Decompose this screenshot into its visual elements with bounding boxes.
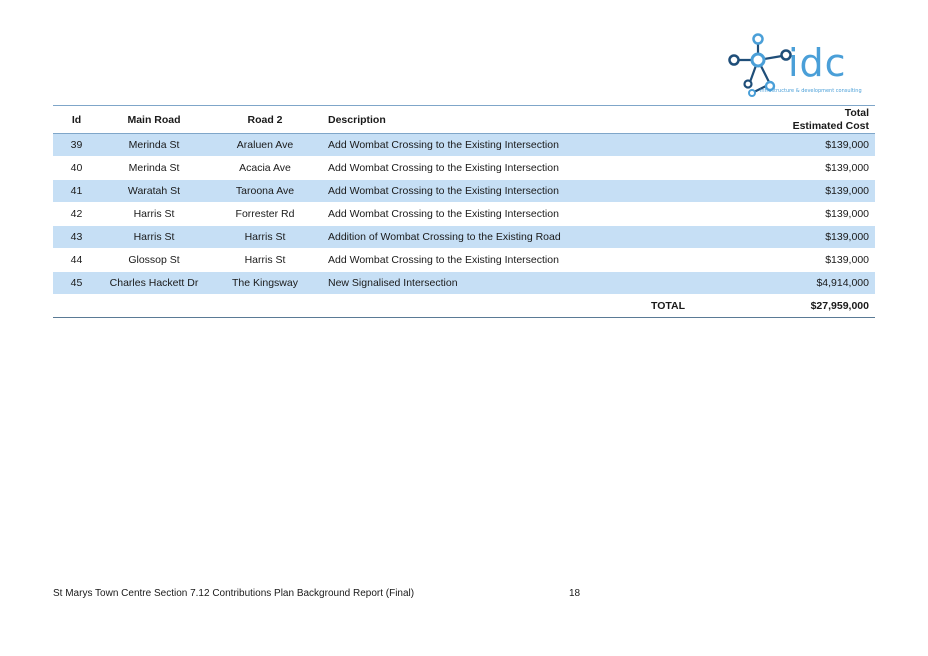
cell-main-road: Waratah St	[127, 185, 181, 197]
cell-gap	[645, 272, 691, 295]
cell-description: Add Wombat Crossing to the Existing Intersection	[328, 185, 559, 197]
table-row	[53, 134, 875, 157]
cell-description: Add Wombat Crossing to the Existing Intersection	[328, 162, 559, 174]
cell-id: 39	[70, 139, 83, 151]
cell-road2: The Kingsway	[232, 277, 298, 289]
logo-tagline: infrastructure & development consulting	[760, 88, 862, 94]
cost-estimate-table	[53, 105, 875, 318]
cell-id: 40	[70, 162, 83, 174]
header-gap	[645, 106, 691, 134]
cell-description: Add Wombat Crossing to the Existing Intersection	[328, 139, 559, 151]
cell-cost: $139,000	[825, 208, 869, 220]
header-cost-line2: Estimated Cost	[792, 119, 869, 132]
cell-gap	[645, 157, 691, 180]
cell-description: New Signalised Intersection	[328, 277, 458, 289]
cell-gap	[645, 249, 691, 272]
header-main-road: Main Road	[127, 113, 181, 126]
cell-main-road: Merinda St	[128, 139, 180, 151]
header-id: Id	[71, 113, 82, 126]
cell-gap	[645, 226, 691, 249]
table-row	[53, 157, 875, 180]
cell-description: Addition of Wombat Crossing to the Existing Road	[328, 231, 561, 243]
idc-logo	[726, 30, 862, 98]
cell-id: 41	[70, 185, 83, 197]
cell-cost: $139,000	[825, 139, 869, 151]
cell-road2: Araluen Ave	[236, 139, 294, 151]
cell-cost: $139,000	[825, 162, 869, 174]
cell-main-road: Charles Hackett Dr	[109, 277, 199, 289]
cell-cost: $139,000	[825, 231, 869, 243]
cell-id: 44	[70, 254, 83, 266]
table-total-row	[53, 295, 875, 318]
cell-id: 45	[70, 277, 83, 289]
cell-description: Add Wombat Crossing to the Existing Intersection	[328, 254, 559, 266]
cell-cost: $4,914,000	[816, 277, 869, 289]
footer-page-number: 18	[569, 588, 581, 599]
table-row	[53, 203, 875, 226]
cell-road2: Harris St	[244, 254, 286, 266]
header-cost-line1: Total	[844, 106, 869, 119]
cell-main-road: Glossop St	[128, 254, 180, 266]
footer-report-title: St Marys Town Centre Section 7.12 Contributions Plan Background Report (Final)	[53, 588, 415, 599]
table-row	[53, 226, 875, 249]
cell-road2: Forrester Rd	[235, 208, 295, 220]
cell-description: Add Wombat Crossing to the Existing Intersection	[328, 208, 559, 220]
cell-cost: $139,000	[825, 254, 869, 266]
table-row	[53, 180, 875, 203]
table-header-row	[53, 106, 875, 134]
cell-id: 43	[70, 231, 83, 243]
table-row	[53, 272, 875, 295]
table-row	[53, 249, 875, 272]
cell-gap	[645, 203, 691, 226]
logo-wordmark: idc	[788, 41, 847, 85]
total-spacer	[53, 295, 645, 318]
cell-road2: Harris St	[244, 231, 286, 243]
header-description: Description	[328, 113, 386, 126]
cell-gap	[645, 180, 691, 203]
cell-road2: Acacia Ave	[239, 162, 291, 174]
total-value: $27,959,000	[691, 295, 875, 318]
cell-main-road: Merinda St	[128, 162, 180, 174]
cell-id: 42	[70, 208, 83, 220]
cell-main-road: Harris St	[133, 208, 175, 220]
cell-gap	[645, 134, 691, 157]
cell-cost: $139,000	[825, 185, 869, 197]
header-total-estimated-cost	[691, 106, 875, 134]
cell-road2: Taroona Ave	[235, 185, 295, 197]
header-road2: Road 2	[247, 113, 283, 126]
cell-main-road: Harris St	[133, 231, 175, 243]
total-label: TOTAL	[645, 295, 691, 318]
